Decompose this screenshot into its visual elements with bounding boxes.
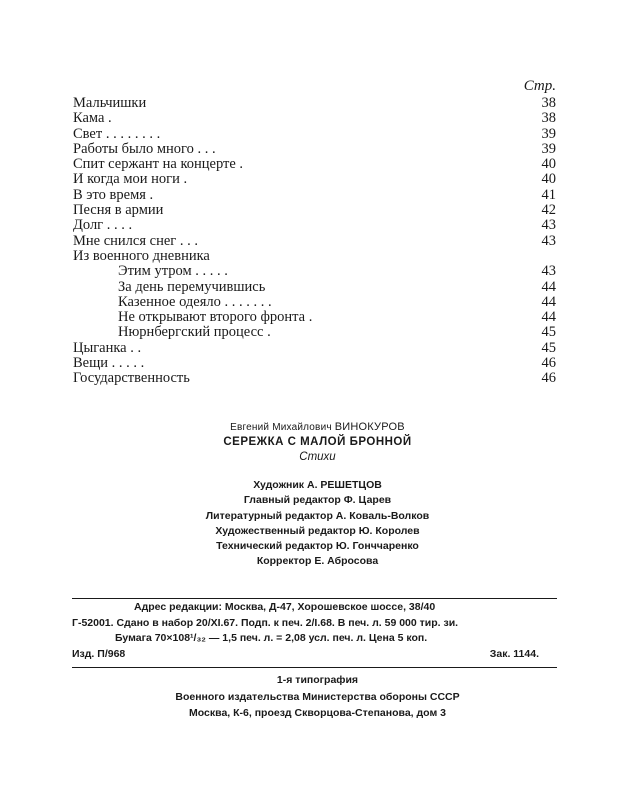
book-genre: Стихи (299, 451, 336, 463)
credit-role: Литературный редактор (205, 509, 333, 522)
toc-entry-page: 38 (541, 110, 556, 127)
toc-entry-title: Этим утром . . . . . (118, 263, 228, 280)
toc-entry (73, 127, 556, 142)
toc-entry-page: 45 (541, 339, 556, 356)
toc-entry (73, 172, 556, 187)
credit-line (0, 539, 635, 554)
toc-entry-page: 46 (541, 370, 556, 387)
toc-entry-title: Казенное одеяло . . . . . . . (118, 293, 272, 310)
toc-entry-page: 44 (541, 278, 556, 295)
toc-entry (73, 341, 556, 356)
toc-entry-title: Кама . (73, 110, 112, 127)
credit-role: Технический редактор (216, 540, 333, 553)
table-of-contents (73, 96, 556, 387)
credit-line (0, 509, 635, 524)
credit-role: Художник (253, 479, 305, 491)
toc-entry (73, 111, 556, 126)
credit-line (0, 478, 635, 493)
toc-entry-title: Цыганка . . (73, 339, 142, 356)
credit-name: Ф. Царев (343, 494, 392, 507)
toc-entry-title: Спит сержант на концерте . (73, 156, 244, 173)
toc-entry-page: 44 (541, 293, 556, 310)
credit-line (0, 524, 635, 539)
toc-entry-title: Песня в армии (73, 202, 164, 219)
toc-entry-title: Долг . . . . (73, 217, 133, 234)
colophon-top-rule (72, 598, 557, 599)
toc-entry (73, 188, 556, 203)
credit-role: Художественный редактор (215, 524, 356, 537)
toc-entry-title: И когда мои ноги . (73, 171, 188, 188)
imprint (0, 420, 635, 465)
author-given-names: Евгений Михайлович (230, 422, 332, 433)
toc-entry (73, 280, 556, 295)
colophon-bottom-rule (72, 667, 557, 668)
toc-entry-page: 43 (541, 217, 556, 234)
toc-entry (73, 157, 556, 172)
credit-name: Ю. Королев (358, 524, 420, 537)
printer-line-2: Военного издательства Министерства обороны СССР (175, 690, 460, 703)
toc-entry (73, 325, 556, 340)
credits-list (0, 478, 635, 570)
toc-entry-title: В это время . (73, 186, 154, 203)
editorial-address: Адрес редакции: Москва, Д-47, Хорошевское шоссе, 38/40 (134, 601, 436, 613)
toc-page-header: Стр. (523, 78, 556, 94)
toc-entry-title: Государственность (73, 370, 190, 387)
credit-name: А. Коваль-Волков (335, 509, 430, 522)
toc-entry-page: 43 (541, 232, 556, 249)
toc-entry (73, 356, 556, 371)
toc-entry (73, 310, 556, 325)
toc-entry-page: 41 (541, 186, 556, 203)
colophon (72, 600, 557, 662)
toc-entry-page: 45 (541, 324, 556, 341)
credit-role: Корректор (256, 555, 312, 568)
credit-line (0, 493, 635, 508)
toc-entry-page: 38 (541, 95, 556, 111)
toc-entry-title: Из военного дневника (73, 247, 210, 264)
toc-entry (73, 218, 556, 233)
paper-format: Бумага 70×108¹/₃₂ — 1,5 печ. л. = 2,08 усл. печ. л. Цена 5 коп. (115, 632, 428, 644)
credit-line (0, 554, 635, 569)
printer-line-1: 1-я типография (276, 674, 359, 686)
toc-entry (73, 142, 556, 157)
toc-entry-page: 40 (541, 156, 556, 173)
toc-entry-title: Свет . . . . . . . . (73, 125, 161, 142)
print-dates: Г-52001. Сдано в набор 20/XI.67. Подп. к печ. 2/I.68. В печ. л. 59 000 тир. зи. (72, 616, 459, 629)
toc-entry-page: 46 (541, 355, 556, 372)
author-line (0, 420, 635, 435)
toc-entry (73, 203, 556, 218)
izd-number: Изд. П/968 (72, 647, 126, 660)
book-title: СЕРЕЖКА С МАЛОЙ БРОННОЙ (223, 436, 412, 448)
toc-entry-title: За день перемучившись (118, 278, 266, 295)
toc-entry-title: Нюрнбергский процесс . (118, 324, 271, 341)
credit-name: Е. Абросова (314, 555, 379, 568)
toc-entry (73, 249, 556, 264)
toc-entry-title: Вещи . . . . . (73, 355, 145, 372)
toc-entry-title: Не открывают второго фронта . (118, 309, 313, 326)
printer-info (0, 672, 635, 722)
credit-name: Ю. Гонччаренко (335, 540, 419, 553)
order-line (72, 647, 557, 663)
toc-entry (73, 295, 556, 310)
credit-name: А. РЕШЕТЦОВ (307, 479, 382, 491)
toc-entry (73, 234, 556, 249)
toc-entry-page: 39 (541, 140, 556, 157)
toc-entry-page: 42 (541, 202, 556, 219)
toc-entry (73, 264, 556, 279)
credit-role: Главный редактор (243, 494, 341, 507)
toc-entry (73, 96, 556, 111)
toc-entry-title: Мальчишки (73, 95, 147, 111)
order-number: Зак. 1144. (489, 647, 539, 660)
toc-entry-title: Работы было много . . . (73, 140, 216, 157)
toc-entry-page: 40 (541, 171, 556, 188)
toc-entry-page: 43 (541, 263, 556, 280)
toc-entry (73, 371, 556, 386)
toc-entry-page: 39 (541, 125, 556, 142)
toc-entry-title: Мне снился снег . . . (73, 232, 198, 249)
author-surname: ВИНОКУРОВ (334, 421, 405, 433)
printer-line-3: Москва, К-6, проезд Скворцова-Степанова, дом 3 (189, 707, 446, 719)
toc-entry-page: 44 (541, 309, 556, 326)
